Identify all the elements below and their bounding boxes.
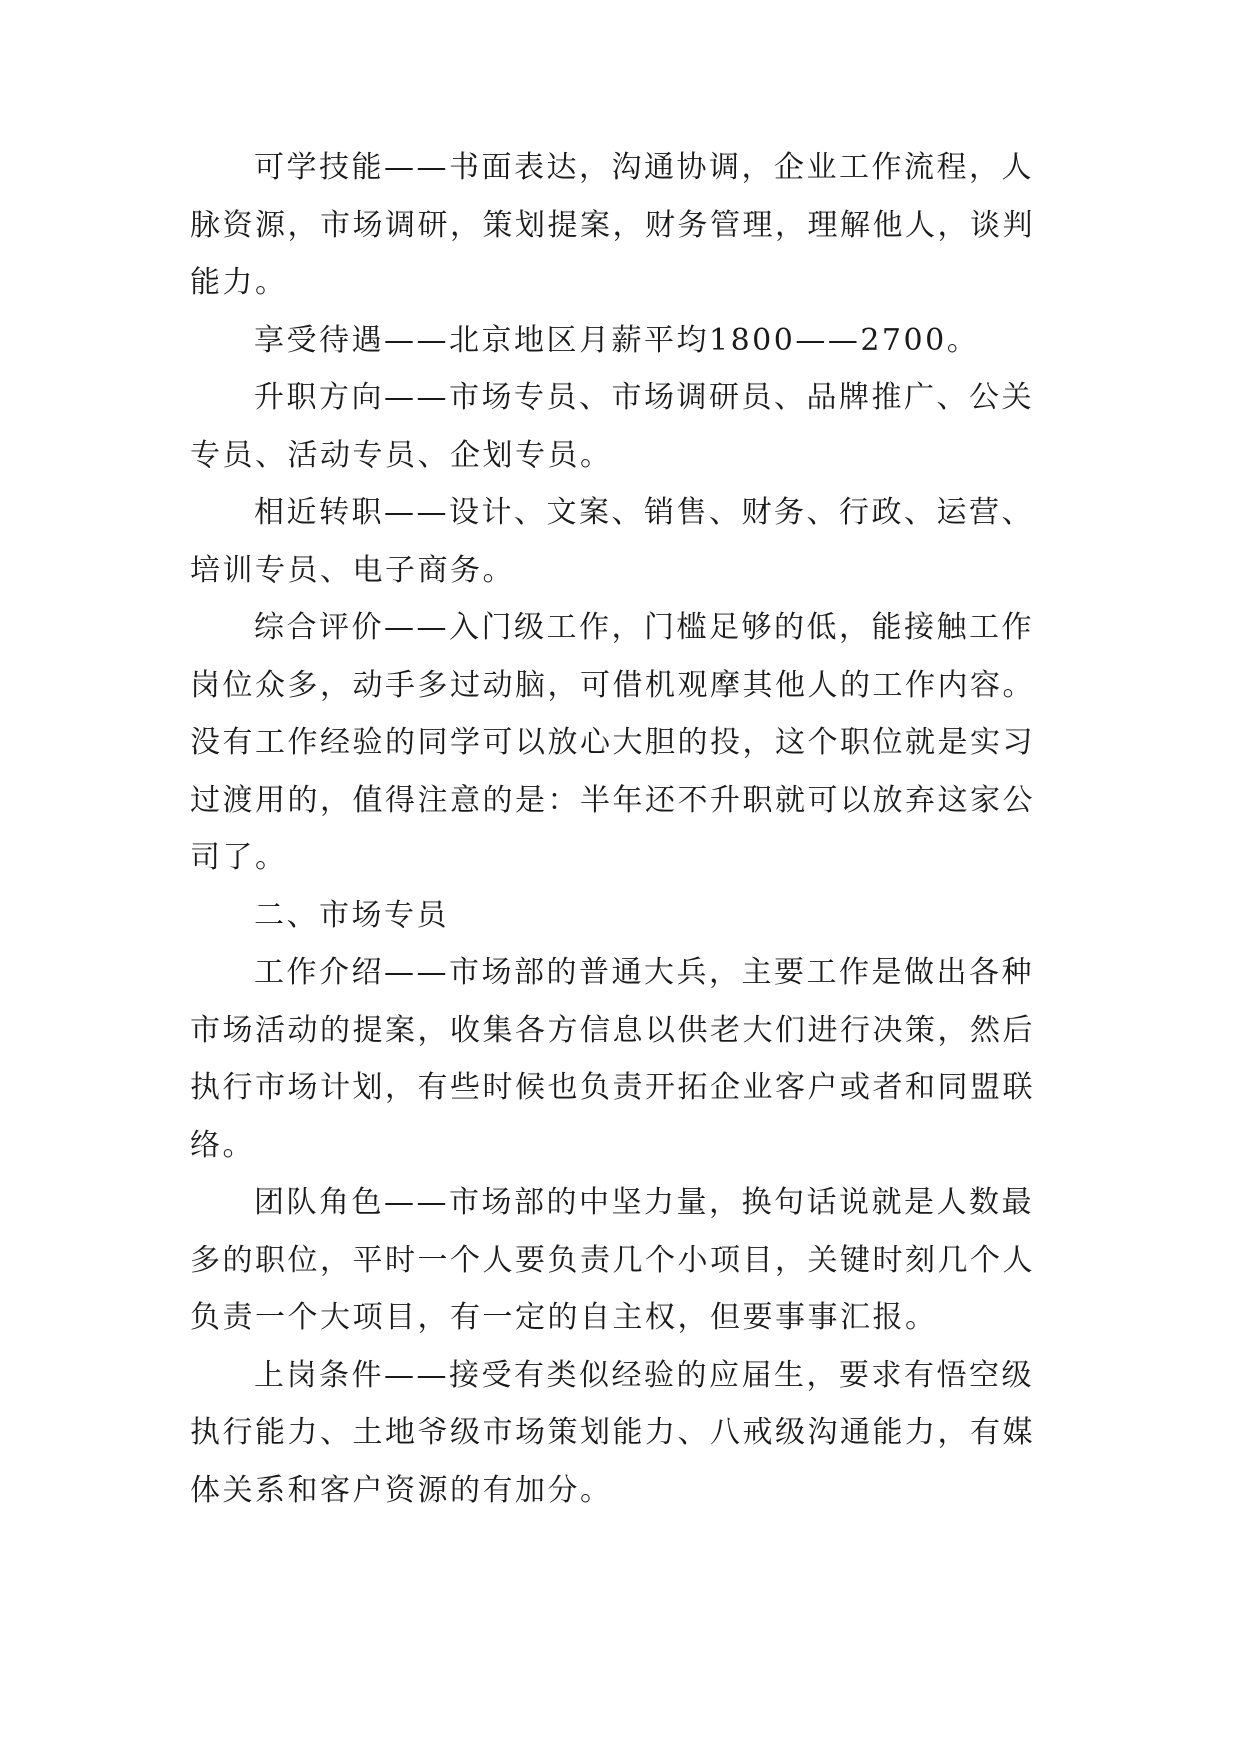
paragraph-skills: 可学技能——书面表达，沟通协调，企业工作流程，人脉资源，市场调研，策划提案，财务管理，理解他人，谈判能力。	[190, 150, 1035, 300]
paragraph-requirements: 上岗条件——接受有类似经验的应届生，要求有悟空级执行能力、土地爷级市场策划能力、八戒级沟通能力，有媒体关系和客户资源的有加分。	[190, 1357, 1035, 1508]
paragraph-evaluation: 综合评价——入门级工作，门槛足够的低，能接触工作岗位众多，动手多过动脑，可借机观摩其他人的工作内容。没有工作经验的同学可以放心大胆的投，这个职位就是实习过渡用的，值得注意的是：半年还不升职就可以放弃这家公司了。	[190, 610, 1035, 875]
paragraph-salary: 享受待遇——北京地区月薪平均1800——2700。	[254, 322, 980, 358]
section-heading: 二、市场专员	[254, 897, 449, 933]
paragraph-job-intro: 工作介绍——市场部的普通大兵，主要工作是做出各种市场活动的提案，收集各方信息以供老大们进行决策，然后执行市场计划，有些时候也负责开拓企业客户或者和同盟联络。	[190, 955, 1035, 1163]
paragraph-promotion: 升职方向——市场专员、市场调研员、品牌推广、公关专员、活动专员、企划专员。	[190, 380, 1034, 473]
paragraph-related-jobs: 相近转职——设计、文案、销售、财务、行政、运营、培训专员、电子商务。	[190, 495, 1034, 588]
paragraph-team-role: 团队角色——市场部的中坚力量，换句话说就是人数最多的职位，平时一个人要负责几个小项目，关键时刻几个人负责一个大项目，有一定的自主权，但要事事汇报。	[190, 1185, 1035, 1335]
document-body	[190, 139, 1050, 1519]
